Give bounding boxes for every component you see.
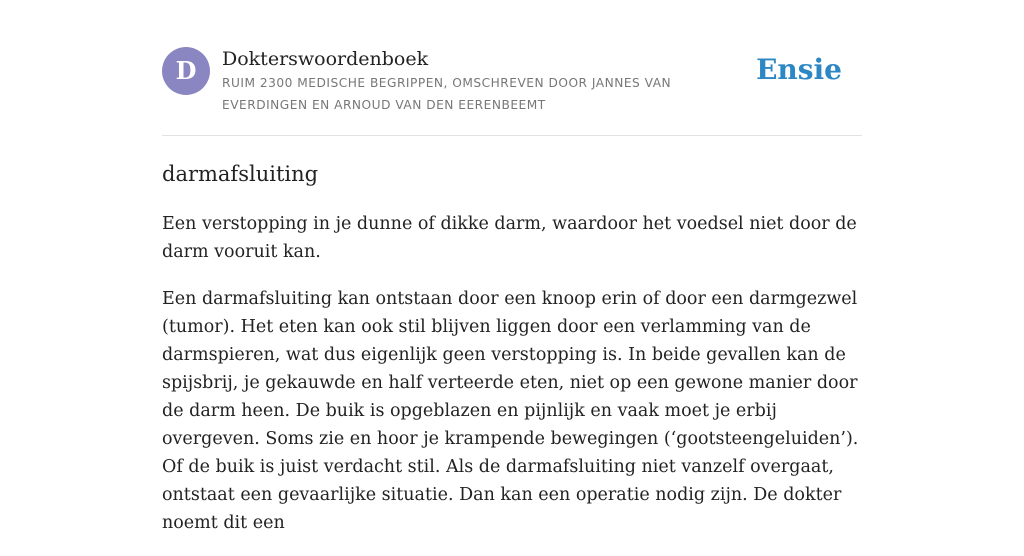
- ensie-logo[interactable]: Ensie: [756, 53, 842, 86]
- entry-definition: Een verstopping in je dunne of dikke darm, waardoor het voedsel niet door de darm vooruit kan.: [162, 214, 857, 262]
- dictionary-header: [162, 47, 862, 117]
- entry-term: darmafsluiting: [162, 162, 319, 186]
- dictionary-subtitle: RUIM 2300 MEDISCHE BEGRIPPEN, OMSCHREVEN DOOR JANNES VAN EVERDINGEN EN ARNOUD VAN DEN EERENBEEMT: [222, 76, 672, 112]
- dictionary-title[interactable]: Dokterswoordenboek: [222, 48, 429, 70]
- dictionary-avatar[interactable]: D: [162, 47, 210, 95]
- entry-content: [162, 156, 862, 556]
- header-divider: [162, 135, 862, 136]
- entry-body: Een darmafsluiting kan ontstaan door een knoop erin of door een darmgezwel (tumor). Het eten kan ook stil blijven liggen door een verlamming van de darmspieren, wat dus eigenlijk geen verstopping is. In beide gevallen kan de spijsbrij, je gekauwde en half verteerde eten, niet op een gewone manier door de darm heen. De buik is opgeblazen en pijnlijk en vaak moet je erbij overgeven. Soms zie en hoor je krampende bewegingen (‘gootsteengeluiden’). Of de buik is juist verdacht stil. Als de darmafsluiting niet vanzelf overgaat, ontstaat een gevaarlijke situatie. Dan kan een operatie nodig zijn. De dokter noemt dit een: [162, 289, 859, 533]
